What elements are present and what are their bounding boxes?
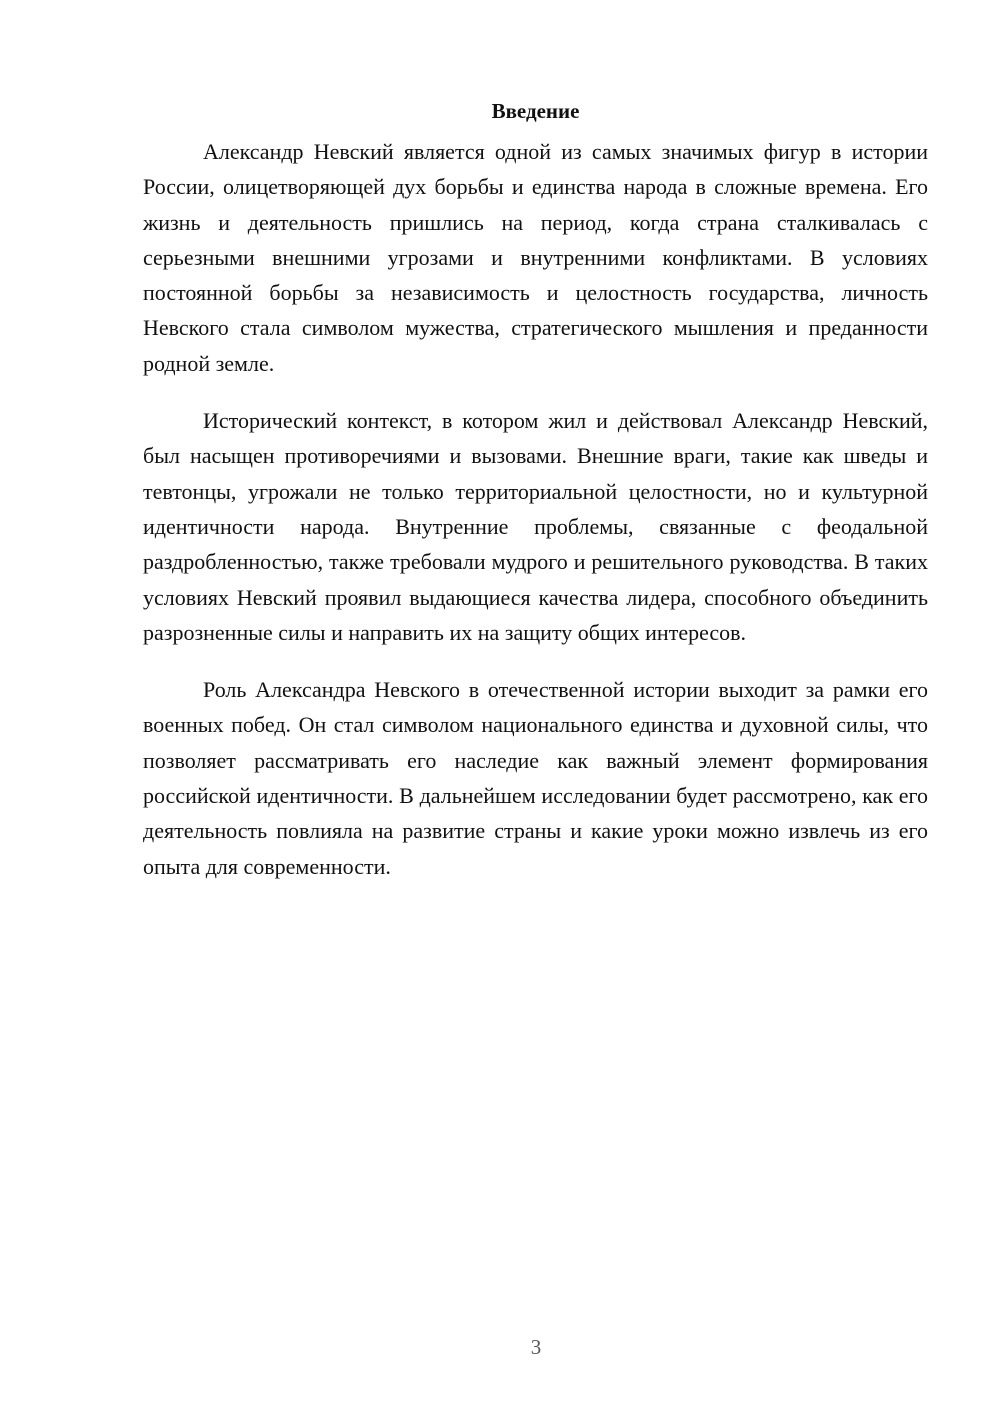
page-number: 3 <box>530 1335 542 1359</box>
page-content <box>143 96 928 884</box>
section-title: Введение <box>491 99 580 123</box>
paragraph-3: Роль Александра Невского в отечественной истории выходит за рамки его военных побед. Он стал символом национального единства и духовной силы, что позволяет рассматривать его наследие как важный элемент формирования российской идентичности. В дальнейшем исследовании будет рассмотрено, как его деятельность повлияла на развитие страны и какие уроки можно извлечь из его опыта для современности. <box>143 677 928 879</box>
paragraph-2: Исторический контекст, в котором жил и действовал Александр Невский, был насыщен противоречиями и вызовами. Внешние враги, такие как шведы и тевтонцы, угрожали не только территориальной целостности, но и культурной идентичности народа. Внутренние проблемы, связанные с феодальной раздробленностью, также требовали мудрого и решительного руководства. В таких условиях Невский проявил выдающиеся качества лидера, способного объединить разрозненные силы и направить их на защиту общих интересов. <box>143 408 928 645</box>
paragraph-1: Александр Невский является одной из самых значимых фигур в истории России, олицетворяющей дух борьбы и единства народа в сложные времена. Его жизнь и деятельность пришлись на период, когда страна сталкивалась с серьезными внешними угрозами и внутренними конфликтами. В условиях постоянной борьбы за независимость и целостность государства, личность Невского стала символом мужества, стратегического мышления и преданности родной земле. <box>143 139 928 376</box>
